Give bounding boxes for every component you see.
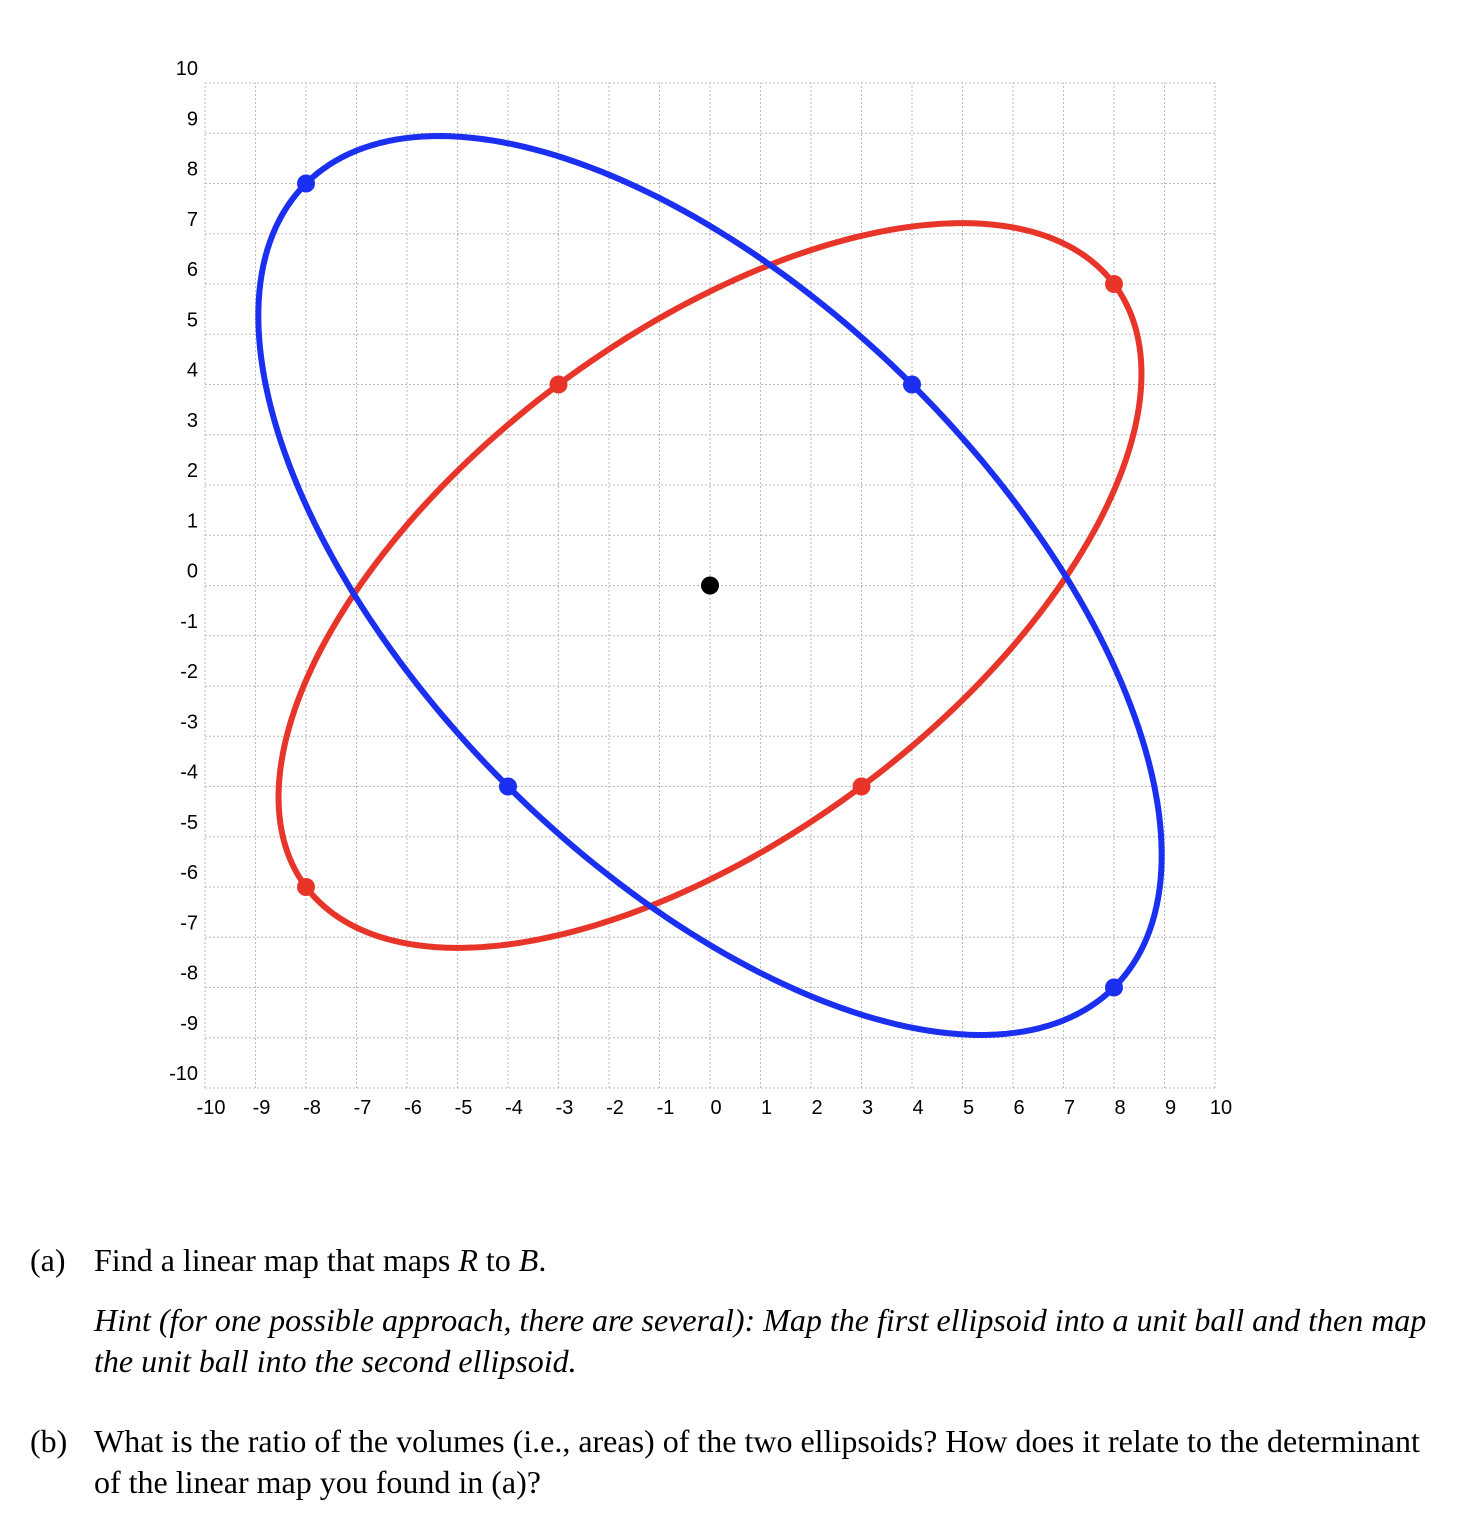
- x-tick-label: 2: [811, 1097, 823, 1119]
- x-tick-label: 8: [1114, 1097, 1126, 1119]
- ellipse-point: [550, 376, 568, 394]
- y-tick-label: 6: [186, 259, 198, 281]
- x-tick-label: 9: [1164, 1097, 1177, 1119]
- problem-list: [30, 1240, 1450, 1504]
- x-tick-label: 6: [1013, 1097, 1025, 1119]
- y-tick-label: 4: [186, 359, 198, 382]
- problem-a-hint: Hint (for one possible approach, there are several): Map the first ellipsoid into a unit ball and then map the unit ball into the second ellipsoid.: [94, 1301, 1427, 1380]
- x-tick-label: 7: [1063, 1097, 1076, 1119]
- y-tick-label: 5: [186, 309, 198, 332]
- y-tick-label: -7: [180, 912, 198, 935]
- x-tick-label: -9: [252, 1097, 271, 1119]
- x-tick-label: 4: [912, 1097, 924, 1119]
- x-tick-label: 3: [861, 1097, 874, 1119]
- x-tick-label: -6: [404, 1097, 422, 1119]
- x-tick-label: 1: [760, 1097, 773, 1119]
- problem-a: [30, 1240, 1450, 1383]
- points: [297, 175, 1123, 997]
- x-tick-label: -1: [656, 1097, 675, 1119]
- y-tick-label: -1: [180, 610, 198, 633]
- y-tick-labels: [169, 58, 198, 1085]
- symbol-b: B: [518, 1242, 539, 1278]
- ellipse-point: [903, 376, 921, 394]
- ellipse-point: [297, 878, 315, 896]
- y-tick-label: -3: [180, 711, 198, 734]
- x-tick-label: -10: [196, 1097, 226, 1119]
- x-tick-labels: [197, 1097, 1233, 1119]
- x-tick-label: -4: [505, 1097, 523, 1119]
- ellipse-point: [1105, 979, 1123, 997]
- x-tick-label: -5: [454, 1097, 473, 1119]
- y-tick-label: -10: [169, 1063, 198, 1085]
- y-tick-label: -2: [180, 661, 198, 683]
- y-tick-label: 1: [186, 510, 198, 533]
- ellipse-point: [853, 778, 871, 796]
- y-tick-label: -6: [180, 862, 198, 884]
- ellipse-point: [499, 778, 517, 796]
- y-tick-label: 8: [186, 158, 198, 181]
- y-tick-label: 7: [186, 208, 198, 231]
- y-tick-label: -9: [180, 1012, 198, 1035]
- y-tick-label: -8: [180, 962, 198, 985]
- x-tick-label: -3: [555, 1097, 574, 1119]
- center-point: [701, 577, 719, 595]
- x-tick-label: 10: [1209, 1097, 1233, 1119]
- problem-b: [30, 1421, 1450, 1504]
- symbol-r: R: [458, 1242, 478, 1278]
- x-tick-label: -7: [353, 1097, 372, 1119]
- y-tick-label: 9: [186, 108, 198, 131]
- x-tick-label: 5: [962, 1097, 975, 1119]
- x-tick-label: -8: [303, 1097, 321, 1119]
- y-tick-label: -4: [180, 761, 198, 784]
- y-tick-label: 10: [175, 58, 198, 80]
- problem-a-question: Find a linear map that maps R to B.: [94, 1242, 547, 1278]
- x-tick-label: -2: [606, 1097, 624, 1119]
- problem-b-label: (b): [30, 1422, 68, 1459]
- x-tick-label: 0: [710, 1097, 722, 1119]
- y-tick-label: 2: [186, 460, 198, 482]
- y-tick-label: 0: [186, 560, 198, 583]
- y-tick-label: 3: [186, 409, 198, 432]
- ellipse-point: [1105, 275, 1123, 293]
- problem-b-question: What is the ratio of the volumes (i.e., areas) of the two ellipsoids? How does it relate to the determinant of the linear map you found in (a)?: [94, 1422, 1420, 1501]
- ellipse-point: [297, 175, 315, 193]
- y-tick-label: -5: [180, 811, 198, 834]
- problem-a-label: (a): [30, 1242, 66, 1278]
